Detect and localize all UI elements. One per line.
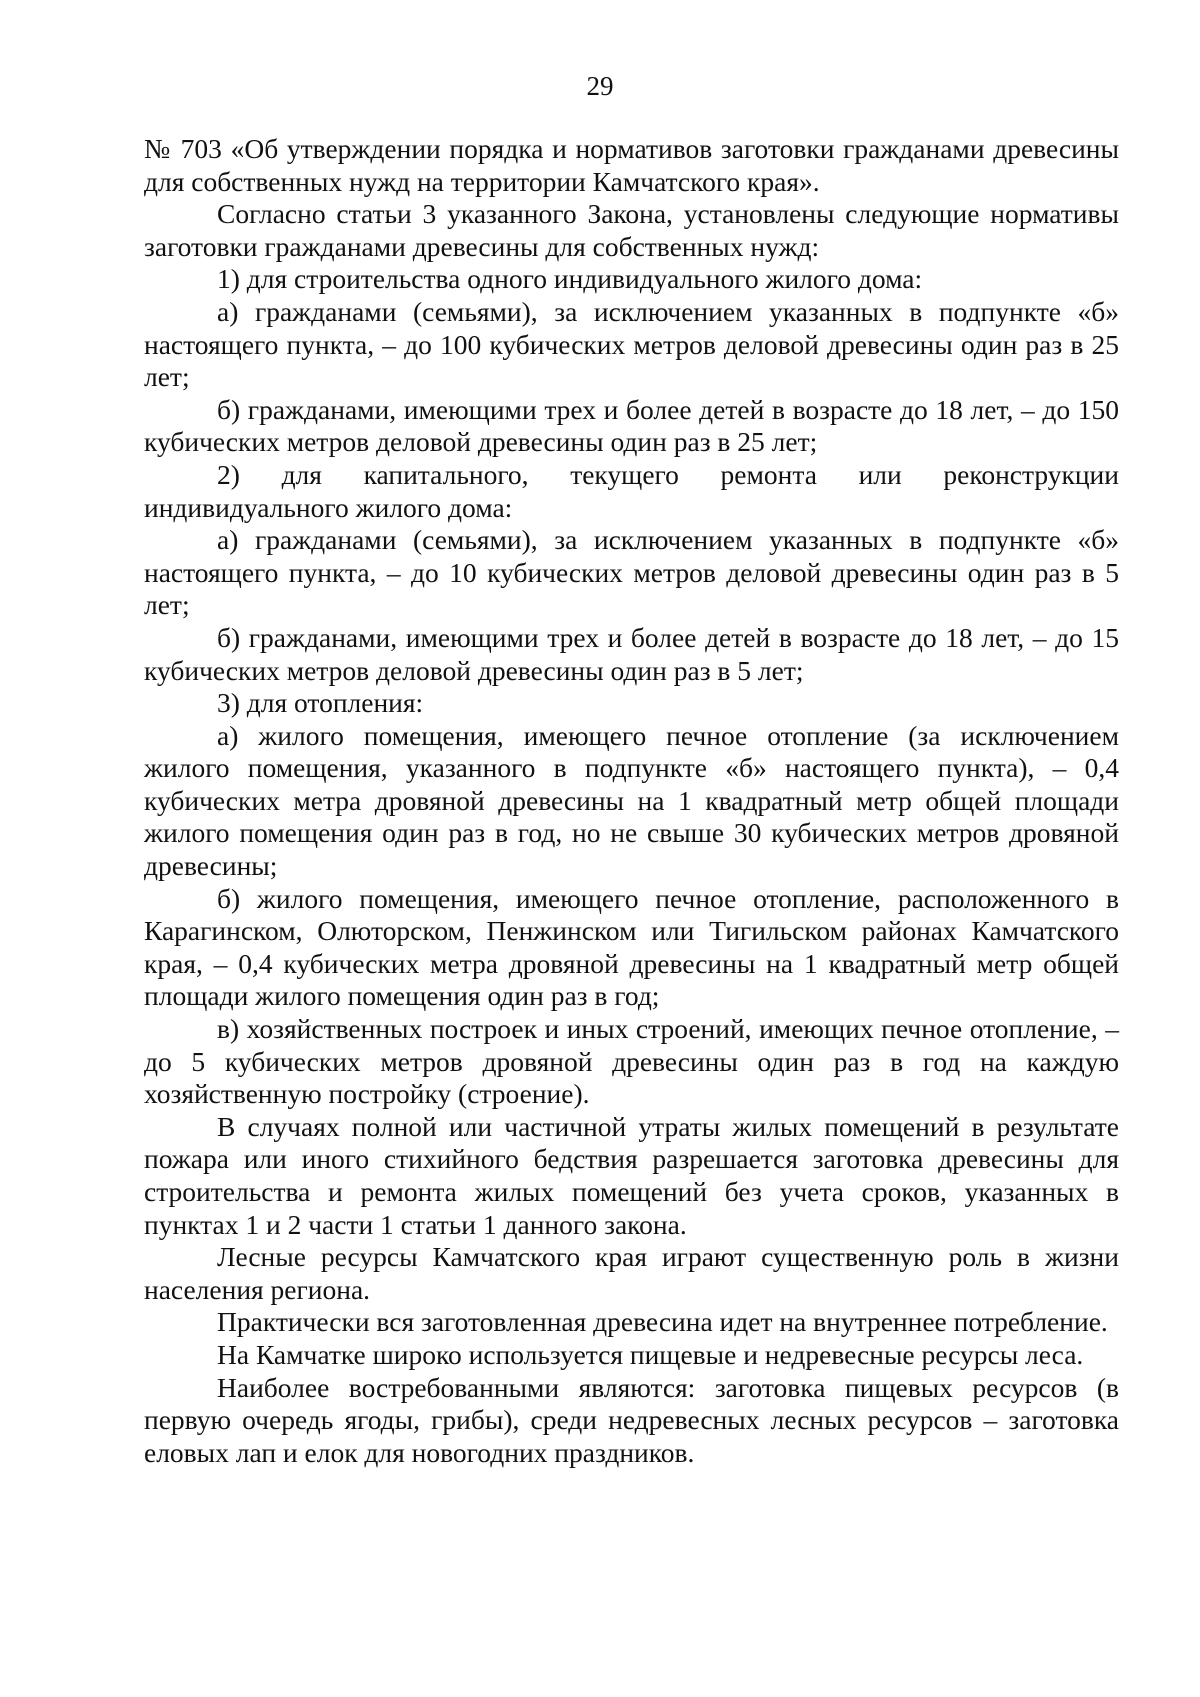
paragraph-item-2: 2) для капитального, текущего ремонта или реконструкции индивидуального жилого дома: [144, 458, 1119, 523]
paragraph-item-3: 3) для отопления: [217, 687, 424, 719]
paragraph-food-resources: На Камчатке широко используется пищевые и недревесные ресурсы леса. [217, 1338, 1084, 1370]
paragraph-item-1a: а) гражданами (семьями), за исключением указанных в подпункте «б» настоящего пункта, – до 100 кубических метров деловой древесины один раз в 25 лет; [144, 295, 1119, 393]
paragraph-item-2b: б) гражданами, имеющими трех и более детей в возрасте до 18 лет, – до 15 кубических метров деловой древесины один раз в 5 лет; [144, 621, 1119, 686]
paragraph-decree-reference: № 703 «Об утверждении порядка и нормативов заготовки гражданами древесины для собственных нужд на территории Камчатского края». [144, 133, 1119, 197]
document-body [144, 133, 1119, 1469]
paragraph-item-1b: б) гражданами, имеющими трех и более детей в возрасте до 18 лет, – до 150 кубических метров деловой древесины один раз в 25 лет; [144, 393, 1119, 458]
paragraph-item-1: 1) для строительства одного индивидуального жилого дома: [217, 263, 923, 295]
paragraph-item-3b: б) жилого помещения, имеющего печное отопление, расположенного в Карагинском, Олюторском, Пенжинском или Тигильском районах Камчатского края, – 0,4 кубических метра дровяной древесины на 1 квадратный метр общей площади жилого помещения один раз в год; [144, 882, 1119, 1012]
paragraph-internal-consumption: Практически вся заготовленная древесина идет на внутреннее потребление. [217, 1306, 1108, 1338]
paragraph-norms-intro: Согласно статьи 3 указанного Закона, установлены следующие нормативы заготовки гражданами древесины для собственных нужд: [144, 198, 1119, 262]
paragraph-item-3a: а) жилого помещения, имеющего печное отопление (за исключением жилого помещения, указанного в подпункте «б» настоящего пункта), – 0,4 кубических метра дровяной древесины на 1 квадратный метр общей площади жилого помещения один раз в год, но не свыше 30 кубических метров дровяной древесины; [144, 719, 1119, 882]
paragraph-forest-resources: Лесные ресурсы Камчатского края играют существенную роль в жизни населения региона. [144, 1241, 1119, 1305]
page-number: 29 [586, 71, 614, 101]
paragraph-loss-cases: В случаях полной или частичной утраты жилых помещений в результате пожара или иного стихийного бедствия разрешается заготовка древесины для строительства и ремонта жилых помещений без учета сроков, указанных в пунктах 1 и 2 части 1 статьи 1 данного закона. [144, 1110, 1119, 1240]
paragraph-item-3v: в) хозяйственных построек и иных строений, имеющих печное отопление, – до 5 кубических метров дровяной древесины один раз в год на каждую хозяйственную постройку (строение). [144, 1013, 1119, 1110]
paragraph-most-demanded: Наиболее востребованными являются: заготовка пищевых ресурсов (в первую очередь ягоды, грибы), среди недревесных лесных ресурсов – заготовка еловых лап и елок для новогодних праздников. [144, 1371, 1119, 1468]
paragraph-item-2a: а) гражданами (семьями), за исключением указанных в подпункте «б» настоящего пункта, – до 10 кубических метров деловой древесины один раз в 5 лет; [144, 524, 1119, 621]
